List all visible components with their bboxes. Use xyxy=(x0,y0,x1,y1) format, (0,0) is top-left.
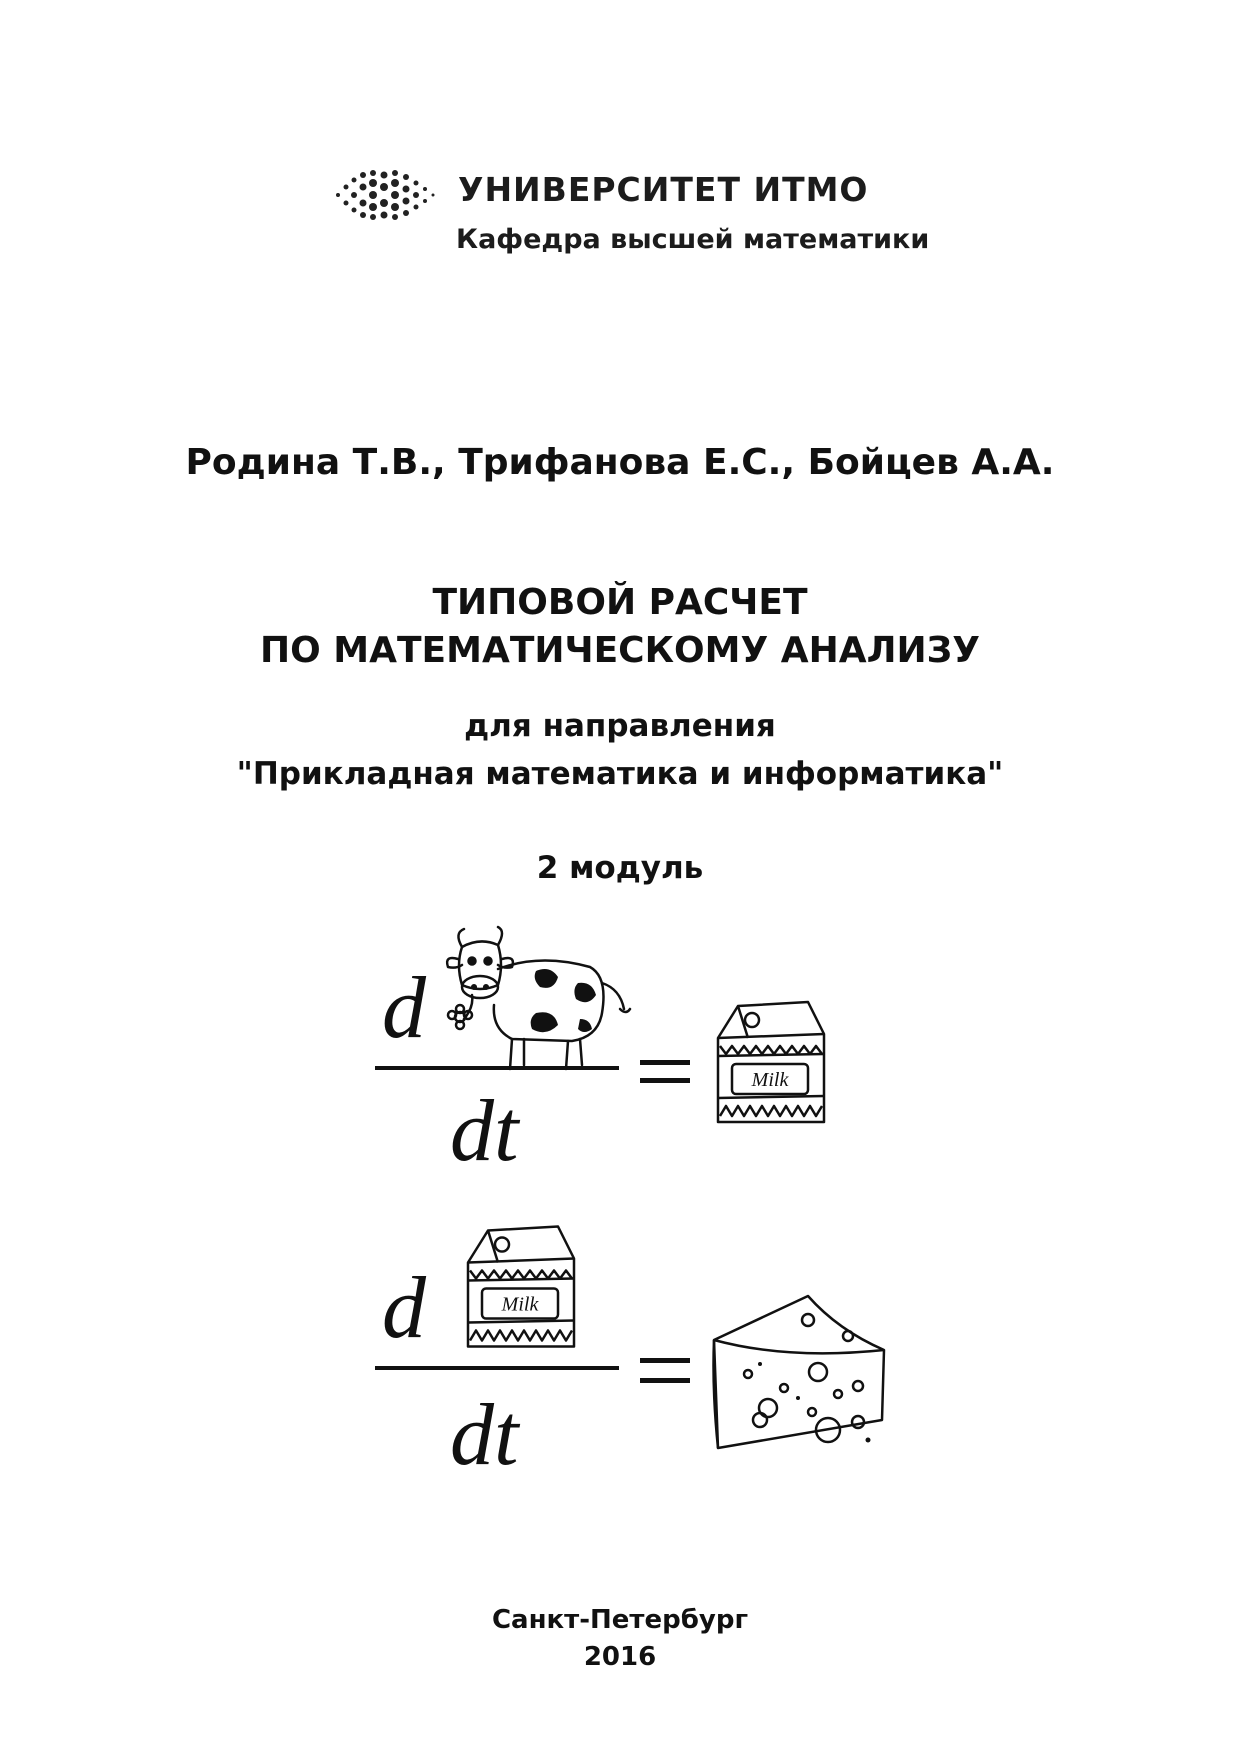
formula-2-equals-top xyxy=(640,1358,690,1363)
authors: Родина Т.В., Трифанова Е.С., Бойцев А.А. xyxy=(185,442,1055,483)
milk-label: Milk xyxy=(501,1293,539,1316)
title-line-1: ТИПОВОЙ РАСЧЕТ xyxy=(432,582,808,623)
formula-1-numerator-d: d xyxy=(382,960,426,1057)
subtitle-line-2: "Прикладная математика и информатика" xyxy=(236,756,1004,792)
title-line-2: ПО МАТЕМАТИЧЕСКОМУ АНАЛИЗУ xyxy=(260,630,980,671)
milk-carton-icon xyxy=(708,998,838,1128)
cow-icon xyxy=(440,925,640,1075)
formula-2-numerator-d: d xyxy=(382,1260,426,1357)
itmo-dots-logo-icon xyxy=(328,165,448,225)
subtitle-line-1: для направления xyxy=(464,708,776,744)
city: Санкт-Петербург xyxy=(491,1605,749,1635)
formula-1-equals-top xyxy=(640,1060,690,1065)
milk-label: Milk xyxy=(751,1069,789,1091)
formula-1-fraction-bar xyxy=(375,1066,619,1070)
milk-carton-icon xyxy=(458,1220,588,1355)
formula-1-denominator: dt xyxy=(450,1083,519,1180)
department-name: Кафедра высшей математики xyxy=(456,224,930,255)
formula-2-equals-bottom xyxy=(640,1378,690,1383)
year: 2016 xyxy=(583,1642,657,1672)
university-name: УНИВЕРСИТЕТ ИТМО xyxy=(458,170,869,209)
formula-2-denominator: dt xyxy=(450,1387,519,1484)
formula-2-fraction-bar xyxy=(375,1366,619,1370)
cheese-icon xyxy=(708,1290,888,1460)
module-label: 2 модуль xyxy=(536,850,704,886)
formula-1-equals-bottom xyxy=(640,1078,690,1083)
